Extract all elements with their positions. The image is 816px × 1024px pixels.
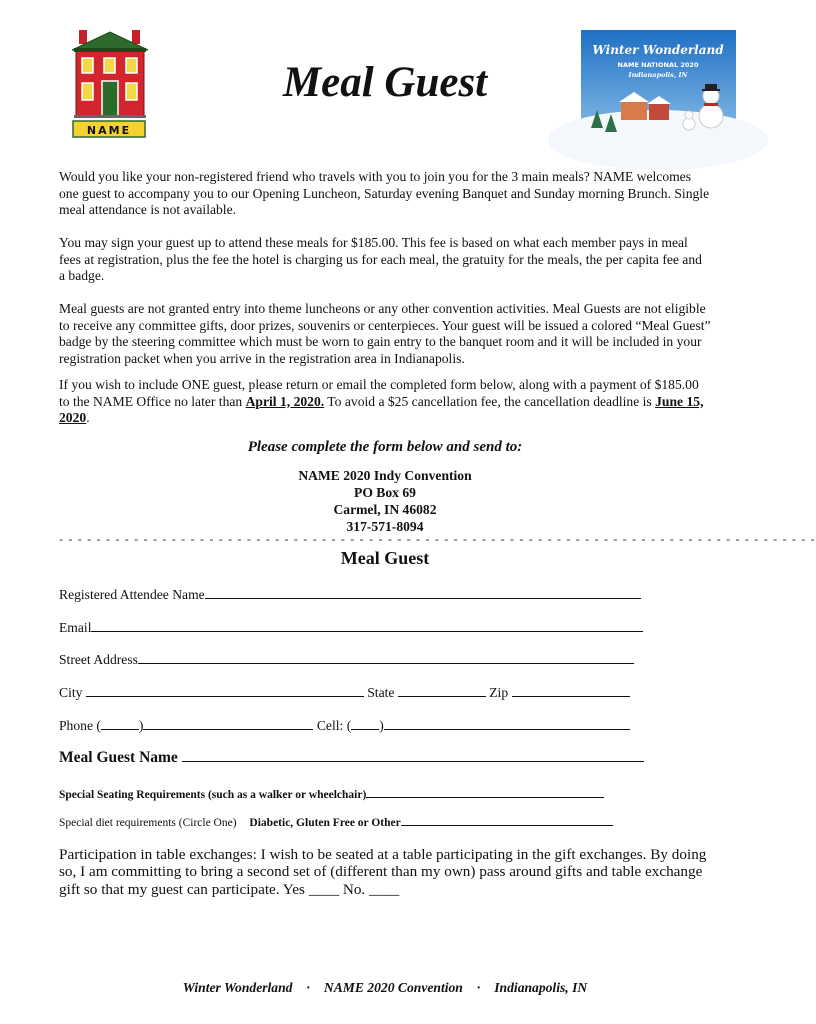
cell-number-field[interactable] [384,717,630,730]
seating-row [59,785,604,801]
cut-line: - - - - - - - - - - - - - - - - - - - - - - - - - - - - - - - - - - - - - - - - - - - - - - - - - - - - - - - - - - - - - - - - - - - - - - - - - - - - - - - - - [59,532,816,546]
city-label: City [59,685,83,700]
street-address-label: Street Address [59,652,138,667]
state-field[interactable] [398,684,486,697]
p4-text-a: If you wish to include ONE guest, please return or email the completed form below, along with a payment of $185.00 to the NAME Office no later than [59,377,699,409]
cell-area-code-field[interactable] [351,717,379,730]
diet-row [59,813,613,829]
city-state-zip-row [59,684,630,701]
footer-separator-1: · [306,980,310,995]
zip-field[interactable] [512,684,630,697]
intro-paragraph-4 [59,377,711,427]
seating-label: Special Seating Requirements (such as a walker or wheelchair) [59,789,367,801]
phone-paren-open: ( [96,718,101,733]
send-instructions: Please complete the form below and send to: [247,439,523,455]
footer-middle: NAME 2020 Convention [323,980,463,995]
p4-text-b: To avoid a $25 cancellation fee, the cancellation deadline is [324,393,656,409]
p4-text-c: . [86,410,90,426]
diet-label: Special diet requirements (Circle One) [59,817,237,829]
address-line-1: NAME 2020 Indy Convention [298,468,472,483]
city-field[interactable] [86,684,364,697]
footer-right: Indianapolis, IN [494,980,588,995]
intro-paragraph-2: You may sign your guest up to attend these meals for $185.00. This fee is based on what each member pays in meal fees at registration, plus the fee the hotel is charging us for each meal, the gratuity for the meals, the per capita fee and a badge. [59,235,702,284]
registered-attendee-label: Registered Attendee Name [59,587,205,602]
cell-paren-close: ) [379,718,384,733]
email-row [59,619,643,636]
footer-separator-2: · [476,980,481,995]
banner-city: Indianapolis, IN [628,71,688,79]
meal-guest-name-label: Meal Guest Name [59,749,178,766]
banner-subtitle: NAME NATIONAL 2020 [617,61,699,69]
address-line-4: 317-571-8094 [346,519,424,534]
street-address-row [59,651,634,668]
email-field[interactable] [91,619,643,632]
intro-paragraph-1: Would you like your non-registered friend who travels with you to join you for the 3 main meals? NAME welcomes one guest to accompany you to our Opening Luncheon, Saturday evening Banquet and Sunday morning Brunch. Single meal attendance is not available. [59,169,710,218]
footer-left: Winter Wonderland [182,980,293,995]
state-label: State [367,685,395,700]
street-address-field[interactable] [138,651,634,664]
logo-text: NAME [86,124,132,137]
deadline-date-2: June 15, 2020 [59,393,704,426]
page-title: Meal Guest [282,59,488,106]
banner-title: Winter Wonderland [592,43,724,57]
page-footer [0,980,770,996]
phone-row [59,717,630,734]
meal-guest-name-row [59,749,644,767]
mailing-address [0,467,770,535]
phone-label: Phone [59,718,93,733]
address-line-2: PO Box 69 [354,485,416,500]
address-line-3: Carmel, IN 46082 [333,502,437,517]
diet-options[interactable]: Diabetic, Gluten Free or Other [249,817,401,829]
phone-number-field[interactable] [143,717,313,730]
meal-guest-name-field[interactable] [182,749,644,762]
deadline-date-1: April 1, 2020. [245,393,325,409]
winter-wonderland-banner [581,30,736,144]
registered-attendee-field[interactable] [205,586,641,599]
phone-paren-close: ) [138,718,144,733]
phone-area-code-field[interactable] [101,717,139,730]
seating-field[interactable] [366,785,604,798]
participation-paragraph: Participation in table exchanges: I wish to be seated at a table participating in the gift exchanges. By doing so, I am committing to bring a second set of (different than my own) pass around gifts and table exchange gift so that my guest can participate. Yes ____ No. ____ [59,846,707,898]
diet-other-field[interactable] [401,813,613,826]
email-label: Email [59,620,92,635]
zip-label: Zip [489,685,509,700]
cell-label: Cell: ( [316,718,352,733]
intro-paragraph-3: Meal guests are not granted entry into theme luncheons or any other convention activities. Meal Guests are not eligible to receive any committee gifts, door prizes, souvenirs or centerpieces. Your guest will be issued a colored “Meal Guest” badge by the steering committee which must be worn to gain entry to the banquet room and it will be included in your registration packet when you arrive in the registration area in Indianapolis. [59,301,711,366]
registered-attendee-row [59,586,641,603]
form-title: Meal Guest [340,548,430,568]
